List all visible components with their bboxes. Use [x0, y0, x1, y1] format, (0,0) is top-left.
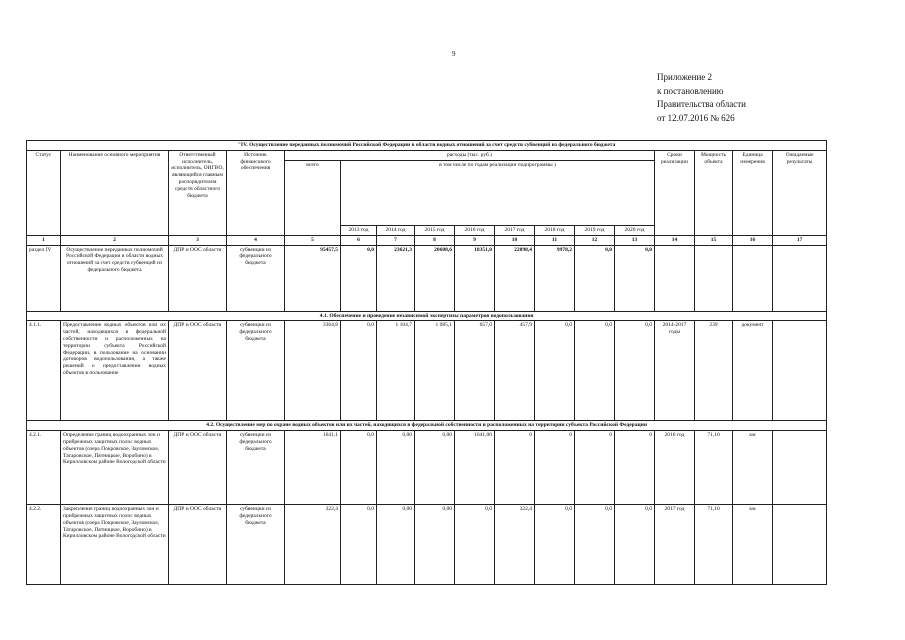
column-number: 13	[615, 235, 655, 245]
row-status: 4.2.2.	[27, 505, 61, 585]
row-terms: 2017 год	[655, 505, 695, 585]
header-year: 2016 год	[455, 226, 495, 236]
row-value: 0,0	[575, 245, 615, 311]
row-status: 4.1.1.	[27, 321, 61, 421]
header-results: Ожидаемые результаты	[773, 150, 827, 235]
column-number: 11	[535, 235, 575, 245]
header-year: 2020 год	[615, 226, 655, 236]
header-expenses: расходы (тыс. руб.)	[285, 150, 655, 160]
row-value: 1 104,7	[377, 321, 415, 421]
row-name: Предоставление водных объектов или их частей, находящихся в федеральной собственности и расположенных на территории субъекта Российской Федерации, в пользование на основании договоров водопользования, а также решений о предоставлении водных объектов в пользование	[61, 321, 169, 421]
table-title: "IV. Осуществление переданных полномочий Российской Федерации в области водных отношений за счет средств субвенций из федерального бюджета	[27, 141, 827, 151]
column-number: 6	[341, 235, 377, 245]
row-terms: 2014-2017 годы	[655, 321, 695, 421]
column-number: 12	[575, 235, 615, 245]
row-status: 4.2.1.	[27, 431, 61, 505]
header-source: Источник финансового обеспечения	[227, 150, 285, 235]
row-capacity: 71,10	[695, 505, 733, 585]
row-value: 0	[575, 431, 615, 505]
row-empty	[655, 245, 695, 311]
subsection-row	[27, 311, 827, 321]
column-number: 7	[377, 235, 415, 245]
row-empty	[695, 245, 733, 311]
row-value: 0,0	[615, 245, 655, 311]
column-number: 8	[415, 235, 455, 245]
header-name: Наименование основного мероприятия	[61, 150, 169, 235]
row-value: 0,0	[455, 505, 495, 585]
row-value: 0,00	[377, 505, 415, 585]
row-capacity: 239	[695, 321, 733, 421]
row-value: 0,0	[575, 321, 615, 421]
row-value: 20608,6	[415, 245, 455, 311]
row-source: субвенции из федерального бюджета	[227, 321, 285, 421]
row-unit: км	[733, 431, 773, 505]
row-value: 0,0	[615, 505, 655, 585]
subsection-title: 4.2. Осуществление мер по охране водных объектов или их частей, находящихся в федеральной собственности и расположенных на территории субъекта Российской Федерации	[27, 421, 827, 431]
column-number: 14	[655, 235, 695, 245]
page-number: 9	[452, 50, 456, 58]
header-by-years: в том числе по годам реализации подпрограммы )	[341, 160, 655, 225]
header-row-1	[27, 150, 827, 160]
row-results	[773, 431, 827, 505]
appendix-block	[657, 71, 746, 125]
column-number-row	[27, 235, 827, 245]
appendix-line-4: от 12.07.2016 № 626	[657, 112, 735, 123]
row-capacity: 71,10	[695, 431, 733, 505]
row-value: 0,0	[341, 505, 377, 585]
header-terms: Сроки реализации	[655, 150, 695, 235]
row-value: 0,0	[535, 321, 575, 421]
appendix-line-3: Правительства области	[657, 99, 746, 109]
row-empty	[773, 245, 827, 311]
row-value: 0,0	[341, 321, 377, 421]
row-executor: ДПР и ООС области	[169, 245, 227, 311]
row-results	[773, 505, 827, 585]
column-number: 17	[773, 235, 827, 245]
row-value: 457,9	[495, 321, 535, 421]
column-number: 16	[733, 235, 773, 245]
table-row	[27, 431, 827, 505]
column-number: 5	[285, 235, 341, 245]
column-number: 10	[495, 235, 535, 245]
row-name: Определение границ водоохранных зон и прибрежных защитных полос водных объектов (озера Покровское, Зауломское, Татаровское, Пятницкое, Воробино) в Кирилловском районе Вологодской области	[61, 431, 169, 505]
row-empty	[733, 245, 773, 311]
row-value: 657,0	[455, 321, 495, 421]
row-source: субвенции из федерального бюджета	[227, 245, 285, 311]
header-year: 2017 год	[495, 226, 535, 236]
row-status: раздел IV	[27, 245, 61, 311]
row-value: 0	[615, 431, 655, 505]
row-value: 0	[535, 431, 575, 505]
header-status: Статус	[27, 150, 61, 235]
appendix-line-2: к постановлению	[657, 85, 724, 96]
row-name: Закрепление границ водоохранных зон и прибрежных защитных полос водных объектов (озера Покровское, Зауломское, Татаровское, Пятницкое, Воробино) в Кирилловском районе Вологодской области	[61, 505, 169, 585]
subsection-title: 4.1. Обеспечение и проведение независимой экспертизы параметров водопользования	[27, 311, 827, 321]
header-capacity: Мощность объекта	[695, 150, 733, 235]
header-year: 2013 год	[341, 226, 377, 236]
row-value: 9978,2	[535, 245, 575, 311]
row-value: 22898,4	[495, 245, 535, 311]
row-value: 1641,1	[285, 431, 341, 505]
header-year: 2014 год	[377, 226, 415, 236]
subprogram-table	[26, 140, 827, 585]
header-year: 2015 год	[415, 226, 455, 236]
row-value: 0	[495, 431, 535, 505]
header-executor: Ответственный исполнитель, исполнитель, ОИГВО, являющийся главным распорядителем средств областного бюджета	[169, 150, 227, 235]
appendix-line-1: Приложение 2	[657, 72, 713, 82]
row-unit: км	[733, 505, 773, 585]
row-terms: 2016 год	[655, 431, 695, 505]
subsection-row	[27, 421, 827, 431]
row-executor: ДПР и ООС области	[169, 505, 227, 585]
row-value: 1641,06	[455, 431, 495, 505]
row-source: субвенции из федерального бюджета	[227, 431, 285, 505]
row-value: 18351,0	[455, 245, 495, 311]
table-row	[27, 505, 827, 585]
row-value: 0,00	[415, 505, 455, 585]
row-value: 322,4	[495, 505, 535, 585]
row-executor: ДПР и ООС области	[169, 431, 227, 505]
row-source: субвенции из федерального бюджета	[227, 505, 285, 585]
row-results	[773, 321, 827, 421]
header-total: всего	[285, 160, 341, 235]
row-value: 1 085,1	[415, 321, 455, 421]
column-number: 2	[61, 235, 169, 245]
table-row	[27, 321, 827, 421]
row-name: Осуществление переданных полномочий Российской Федерации в области водных отношений за счет средств субвенций из федерального бюджета	[61, 245, 169, 311]
table-title-row	[27, 141, 827, 151]
header-year: 2018 год	[535, 226, 575, 236]
row-value: 0,0	[575, 505, 615, 585]
row-value: 0,00	[377, 431, 415, 505]
row-value: 322,4	[285, 505, 341, 585]
column-number: 15	[695, 235, 733, 245]
row-value: 0,0	[615, 321, 655, 421]
row-value: 95457,5	[285, 245, 341, 311]
row-value: 0,00	[415, 431, 455, 505]
row-unit: документ	[733, 321, 773, 421]
column-number: 3	[169, 235, 227, 245]
row-executor: ДПР и ООС области	[169, 321, 227, 421]
row-value: 3364,8	[285, 321, 341, 421]
column-number: 4	[227, 235, 285, 245]
row-value: 0,0	[341, 245, 377, 311]
row-value: 0,0	[341, 431, 377, 505]
row-value: 23621,3	[377, 245, 415, 311]
table-row	[27, 245, 827, 311]
header-year: 2019 год	[575, 226, 615, 236]
column-number: 9	[455, 235, 495, 245]
header-unit: Единица измерения	[733, 150, 773, 235]
row-value: 0,0	[535, 505, 575, 585]
column-number: 1	[27, 235, 61, 245]
